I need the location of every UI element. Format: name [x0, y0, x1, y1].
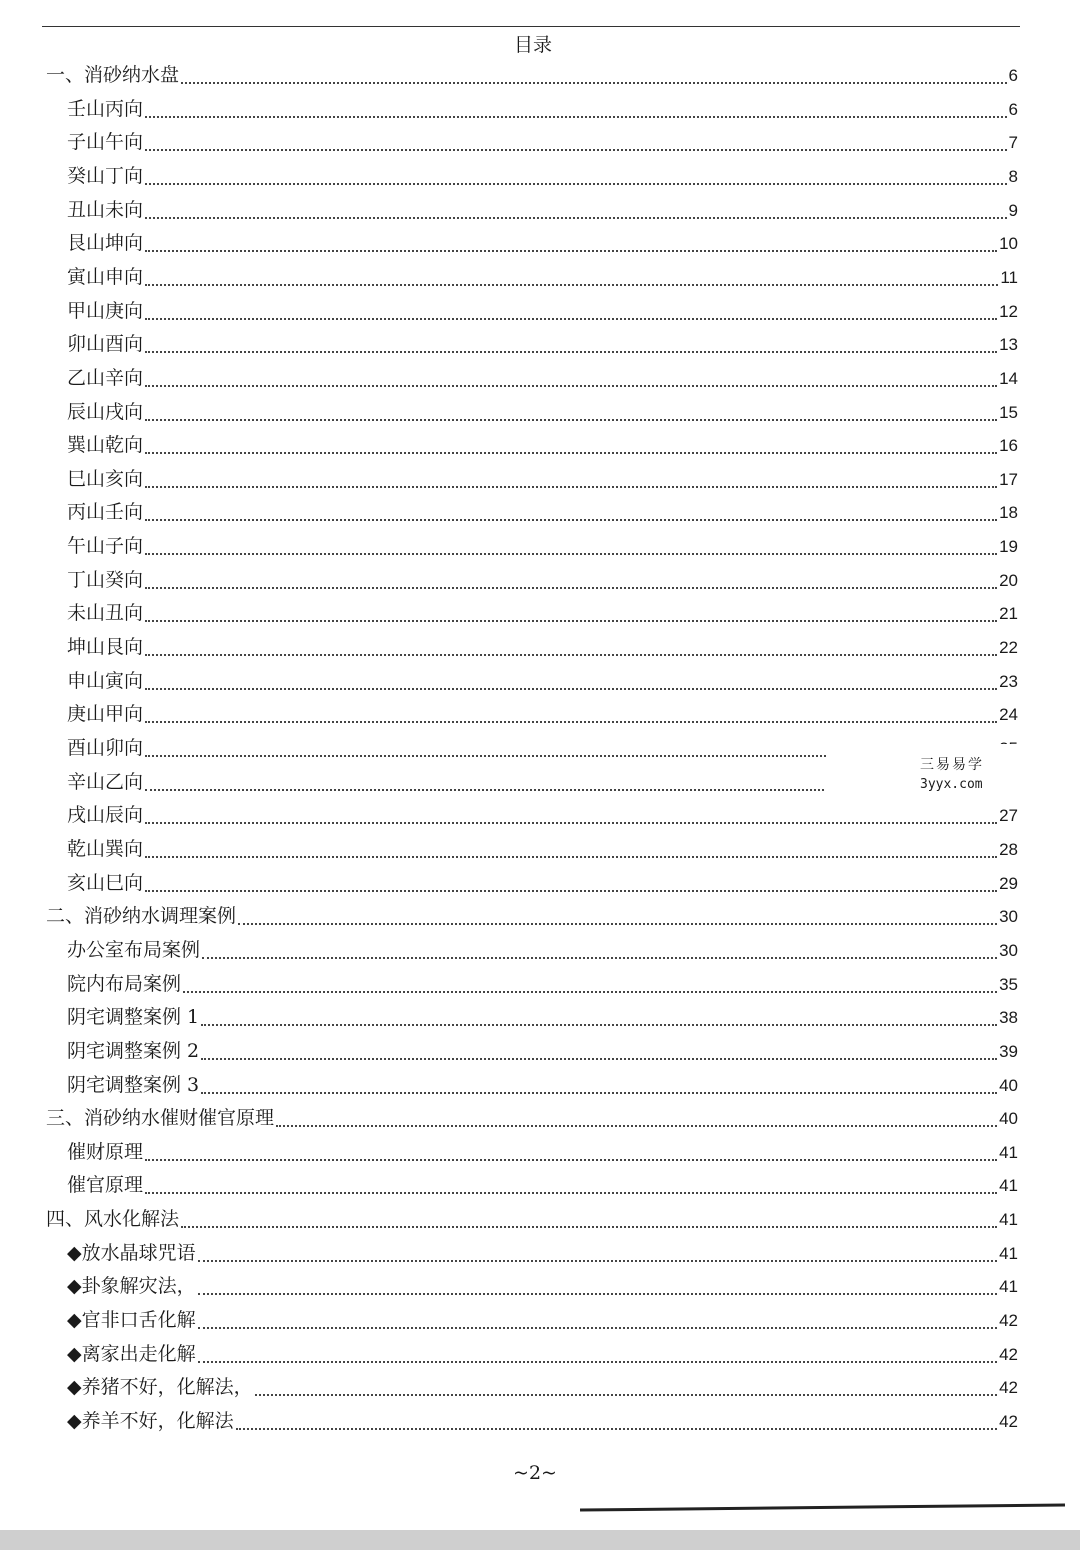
toc-entry — [67, 596, 1018, 630]
toc-entry — [67, 630, 1018, 664]
toc-entry — [67, 1034, 1018, 1068]
toc-section — [46, 58, 1018, 92]
toc-entry-page: 41 — [999, 1277, 1018, 1297]
toc-entry-page: 16 — [999, 436, 1018, 456]
toc-entry-title: 巽山乾向 — [67, 434, 144, 457]
toc-entry-title: 申山寅向 — [67, 669, 144, 692]
toc-entry-title: 院内布局案例 — [67, 972, 182, 995]
toc-section — [46, 899, 1018, 933]
toc-entry-title: ◆养羊不好，化解法 — [67, 1410, 234, 1432]
dot-leader — [145, 318, 997, 320]
toc-entry — [67, 361, 1018, 395]
toc-entry — [67, 428, 1018, 462]
toc-entry-title: 阴宅调整案例 3 — [67, 1073, 200, 1096]
toc-entry — [67, 1370, 1018, 1404]
toc-entry-page: 10 — [999, 234, 1018, 254]
toc-entry-page: 29 — [999, 873, 1018, 893]
toc-entry — [67, 395, 1018, 429]
toc-entry-title: 午山子向 — [67, 535, 144, 558]
dot-leader — [145, 419, 997, 421]
toc-entry — [67, 327, 1018, 361]
bottom-rule — [580, 1503, 1065, 1511]
toc-entry — [67, 1404, 1018, 1438]
toc-entry-title: 催官原理 — [67, 1174, 144, 1197]
toc-entry-page: 18 — [999, 503, 1018, 523]
toc-entry — [67, 193, 1018, 227]
toc-entry — [67, 1337, 1018, 1371]
toc-entry — [67, 125, 1018, 159]
toc-entry-page: 7 — [1008, 133, 1018, 153]
toc-entry-title: 辛山乙向 — [67, 770, 144, 793]
toc-entry-title: 卯山酉向 — [67, 333, 144, 356]
dot-leader — [145, 183, 1007, 185]
toc-entry-title: ◆卦象解灾法， — [67, 1275, 196, 1298]
toc-section — [46, 1101, 1018, 1135]
dot-leader — [202, 957, 997, 959]
dot-leader — [145, 284, 998, 286]
toc-entry-title: 坤山艮向 — [67, 636, 144, 659]
toc-entry — [67, 1068, 1018, 1102]
toc-entry-title: ◆官非口舌化解 — [67, 1309, 196, 1332]
dot-leader — [145, 890, 997, 892]
toc-entry — [67, 832, 1018, 866]
toc-entry — [67, 159, 1018, 193]
toc-entry-title: 戌山辰向 — [67, 804, 144, 827]
toc-entry-title: 阴宅调整案例 2 — [67, 1039, 200, 1062]
toc-entry-page: 11 — [1000, 267, 1018, 287]
toc-entry — [67, 462, 1018, 496]
toc-entry-page: 6 — [1008, 66, 1018, 85]
dot-leader — [145, 1159, 997, 1161]
dot-leader — [181, 82, 1007, 84]
toc-entry — [67, 495, 1018, 529]
dot-leader — [201, 1058, 997, 1060]
toc-entry-title: 三、消砂纳水催财催官原理 — [46, 1107, 275, 1130]
watermark — [826, 744, 1022, 802]
dot-leader — [145, 553, 997, 555]
toc-entry — [67, 697, 1018, 731]
dot-leader — [181, 1226, 997, 1228]
toc-entry — [67, 866, 1018, 900]
top-rule — [42, 26, 1020, 27]
toc-entry-page: 27 — [999, 806, 1018, 826]
toc-entry-title: 艮山坤向 — [67, 232, 144, 255]
toc-entry-title: 乾山巽向 — [67, 837, 144, 860]
toc-entry-page: 42 — [999, 1378, 1018, 1398]
toc-entry — [67, 798, 1018, 832]
toc-entry-page: 8 — [1008, 166, 1018, 186]
toc-entry-page: 38 — [999, 1008, 1018, 1028]
toc-entry-page: 40 — [999, 1075, 1018, 1095]
toc-entry-page: 39 — [999, 1041, 1018, 1061]
toc-entry-page: 41 — [999, 1176, 1018, 1196]
toc-entry — [67, 664, 1018, 698]
toc-entry-title: ◆离家出走化解 — [67, 1342, 196, 1365]
toc-entry-title: 辰山戌向 — [67, 400, 144, 423]
toc-entry-page: 6 — [1008, 99, 1018, 119]
toc-entry-page: 41 — [999, 1142, 1018, 1162]
toc-entry-page: 30 — [999, 940, 1018, 960]
page-number: ~2~ — [513, 1462, 557, 1484]
toc-entry-title: 二、消砂纳水调理案例 — [46, 905, 237, 928]
toc-entry-title: 寅山申向 — [67, 265, 144, 288]
dot-leader — [145, 452, 997, 454]
dot-leader — [198, 1260, 997, 1262]
toc-entry-title: ◆养猪不好，化解法， — [67, 1376, 253, 1399]
toc-entry-title: 壬山丙向 — [67, 97, 144, 120]
toc-entry-page: 30 — [999, 907, 1018, 927]
dot-leader — [145, 149, 1007, 151]
toc-entry-page: 15 — [999, 402, 1018, 422]
dot-leader — [198, 1361, 997, 1363]
dot-leader — [145, 385, 997, 387]
dot-leader — [145, 721, 997, 723]
watermark-text: 三易易学 — [920, 757, 984, 773]
toc-entry-page: 40 — [999, 1109, 1018, 1129]
toc-entry-title: 甲山庚向 — [67, 299, 144, 322]
toc-entry-page: 23 — [999, 671, 1018, 691]
toc-entry-title: 一、消砂纳水盘 — [46, 64, 180, 86]
dot-leader — [145, 856, 997, 858]
toc-entry-page: 28 — [999, 839, 1018, 859]
toc-entry — [67, 294, 1018, 328]
toc-entry-page: 13 — [999, 335, 1018, 355]
dot-leader — [145, 217, 1007, 219]
toc-entry-page: 21 — [999, 604, 1018, 624]
page-title: 目录 — [513, 34, 552, 56]
toc-entry-title: 丑山未向 — [67, 198, 144, 221]
toc-entry-page: 14 — [999, 368, 1018, 388]
toc-entry — [67, 1303, 1018, 1337]
toc-entry — [67, 529, 1018, 563]
toc-entry-title: 阴宅调整案例 1 — [67, 1006, 200, 1029]
dot-leader — [145, 620, 997, 622]
toc-entry-title: 庚山甲向 — [67, 703, 144, 726]
toc-entry-title: 催财原理 — [67, 1140, 144, 1163]
toc-entry-title: 子山午向 — [67, 131, 144, 154]
toc-entry-page: 42 — [999, 1344, 1018, 1364]
scan-edge — [0, 1530, 1080, 1550]
dot-leader — [145, 250, 997, 252]
dot-leader — [145, 587, 997, 589]
toc-entry — [67, 563, 1018, 597]
dot-leader — [145, 1192, 997, 1194]
toc-entry-title: 癸山丁向 — [67, 164, 144, 187]
dot-leader — [183, 991, 997, 993]
dot-leader — [276, 1125, 997, 1127]
dot-leader — [255, 1394, 997, 1396]
dot-leader — [145, 654, 997, 656]
toc-entry-title: 亥山巳向 — [67, 871, 144, 894]
toc-entry-page: 24 — [999, 705, 1018, 725]
toc-entry — [67, 260, 1018, 294]
toc-entry-title: ◆放水晶球咒语 — [67, 1241, 196, 1264]
dot-leader — [145, 519, 997, 521]
dot-leader — [198, 1327, 997, 1329]
toc-entry — [67, 933, 1018, 967]
toc-entry-title: 丙山壬向 — [67, 501, 144, 524]
toc-entry — [67, 1269, 1018, 1303]
toc-entry-title: 四、风水化解法 — [46, 1208, 180, 1231]
toc-entry — [67, 1236, 1018, 1270]
dot-leader — [145, 486, 997, 488]
watermark-url: 3yyx.com — [920, 777, 983, 792]
dot-leader — [198, 1293, 997, 1295]
toc-section — [46, 1202, 1018, 1236]
dot-leader — [145, 116, 1007, 118]
toc-entry-page: 20 — [999, 570, 1018, 590]
toc-entry — [67, 1000, 1018, 1034]
toc-entry — [67, 1135, 1018, 1169]
toc-entry-page: 42 — [999, 1412, 1018, 1431]
dot-leader — [145, 822, 997, 824]
toc-entry-title: 未山丑向 — [67, 602, 144, 625]
toc-entry-page: 19 — [999, 537, 1018, 557]
dot-leader — [145, 351, 997, 353]
dot-leader — [145, 688, 997, 690]
toc-entry-page: 35 — [999, 974, 1018, 994]
toc-entry — [67, 226, 1018, 260]
toc-entry-title: 巳山亥向 — [67, 467, 144, 490]
toc-entry-page: 41 — [999, 1243, 1018, 1263]
dot-leader — [238, 923, 997, 925]
toc-entry-title: 办公室布局案例 — [67, 938, 201, 961]
toc-entry — [67, 92, 1018, 126]
dot-leader — [236, 1428, 997, 1430]
toc-entry-page: 17 — [999, 469, 1018, 489]
toc-entry — [67, 1168, 1018, 1202]
toc-entry-title: 乙山辛向 — [67, 366, 144, 389]
dot-leader — [201, 1092, 997, 1094]
toc-entry — [67, 967, 1018, 1001]
toc-entry-title: 酉山卯向 — [67, 737, 144, 759]
dot-leader — [201, 1024, 997, 1026]
toc-entry-page: 12 — [999, 301, 1018, 321]
toc-entry-page: 9 — [1008, 200, 1018, 220]
toc-entry-page: 22 — [999, 638, 1018, 658]
toc-entry-page: 41 — [999, 1210, 1018, 1230]
toc-entry-page: 42 — [999, 1311, 1018, 1331]
toc-entry-title: 丁山癸向 — [67, 568, 144, 591]
